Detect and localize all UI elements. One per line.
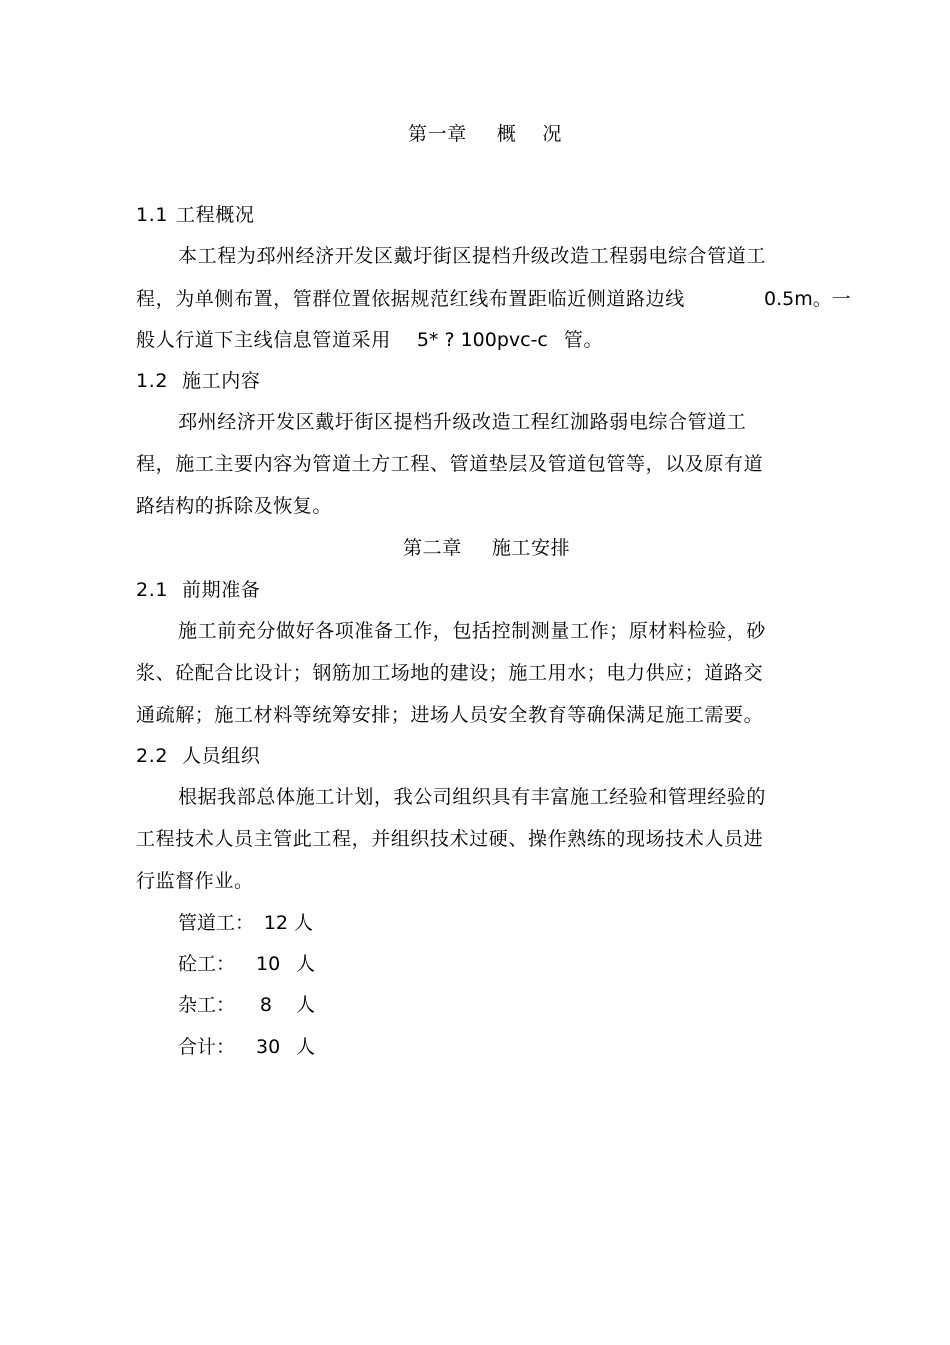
roster-label: 杂工： xyxy=(178,994,236,1016)
section-number: 1.1 xyxy=(136,204,169,226)
roster-unit: 人 xyxy=(296,1036,316,1058)
section-1-2-heading xyxy=(136,369,260,393)
paragraph-line xyxy=(136,328,603,352)
chapter-1-heading xyxy=(408,122,562,146)
section-title: 工程概况 xyxy=(176,204,255,226)
chapter-2-label: 第二章 xyxy=(403,537,462,559)
roster-count: 10 xyxy=(256,953,281,975)
roster-unit: 人 xyxy=(296,953,316,975)
section-2-2-heading xyxy=(136,744,260,768)
roster-label: 管道工： xyxy=(178,912,255,934)
roster-row xyxy=(178,952,315,976)
roster-count: 12 xyxy=(263,912,288,934)
chapter-1-word-a: 概 xyxy=(496,123,517,145)
roster-row xyxy=(178,911,313,935)
roster-count: 8 xyxy=(259,994,272,1016)
paragraph-text-end: 0.5m。一 xyxy=(764,288,851,310)
paragraph-text: 程，为单侧布置，管群位置依据规范红线布置距临近侧道路边线 xyxy=(136,288,685,310)
paragraph-line: 施工前充分做好各项准备工作，包括控制测量工作；原材料检验，砂 xyxy=(178,620,767,642)
paragraph-text: 管。 xyxy=(563,329,604,351)
paragraph-line: 邳州经济开发区戴圩街区提档升级改造工程红泇路弱电综合管道工 xyxy=(178,411,747,433)
roster-unit: 人 xyxy=(294,912,314,934)
paragraph-text: 般人行道下主线信息管道采用 xyxy=(136,329,391,351)
chapter-2-title: 施工安排 xyxy=(491,537,571,559)
section-number: 2.2 xyxy=(136,745,169,767)
roster-row xyxy=(178,1035,315,1059)
roster-unit: 人 xyxy=(296,994,316,1016)
pipe-spec: 5* ? 100pvc-c xyxy=(416,329,548,351)
section-2-1-heading xyxy=(136,578,260,602)
roster-label: 合计： xyxy=(178,1036,236,1058)
paragraph-line: 浆、砼配合比设计；钢筋加工场地的建设；施工用水；电力供应；道路交 xyxy=(136,662,764,684)
paragraph-line xyxy=(136,287,685,311)
paragraph-line: 本工程为邳州经济开发区戴圩街区提档升级改造工程弱电综合管道工 xyxy=(178,245,767,267)
paragraph-line: 工程技术人员主管此工程，并组织技术过硬、操作熟练的现场技术人员进 xyxy=(136,828,764,850)
chapter-2-heading xyxy=(403,536,570,560)
paragraph-line: 行监督作业。 xyxy=(136,870,254,892)
section-title: 人员组织 xyxy=(182,745,261,767)
section-1-1-heading xyxy=(136,203,254,227)
section-title: 前期准备 xyxy=(182,579,261,601)
roster-count: 30 xyxy=(256,1036,281,1058)
section-number: 2.1 xyxy=(136,579,169,601)
roster-row xyxy=(178,993,315,1017)
paragraph-line: 通疏解；施工材料等统筹安排；进场人员安全教育等确保满足施工需要。 xyxy=(136,704,764,726)
section-title: 施工内容 xyxy=(182,370,261,392)
paragraph-line: 路结构的拆除及恢复。 xyxy=(136,495,333,517)
chapter-1-label: 第一章 xyxy=(408,123,467,145)
section-number: 1.2 xyxy=(136,370,169,392)
roster-label: 砼工： xyxy=(178,953,236,975)
chapter-1-word-b: 况 xyxy=(542,123,563,145)
paragraph-line: 根据我部总体施工计划，我公司组织具有丰富施工经验和管理经验的 xyxy=(178,786,767,808)
paragraph-line: 程，施工主要内容为管道土方工程、管道垫层及管道包管等，以及原有道 xyxy=(136,453,764,475)
